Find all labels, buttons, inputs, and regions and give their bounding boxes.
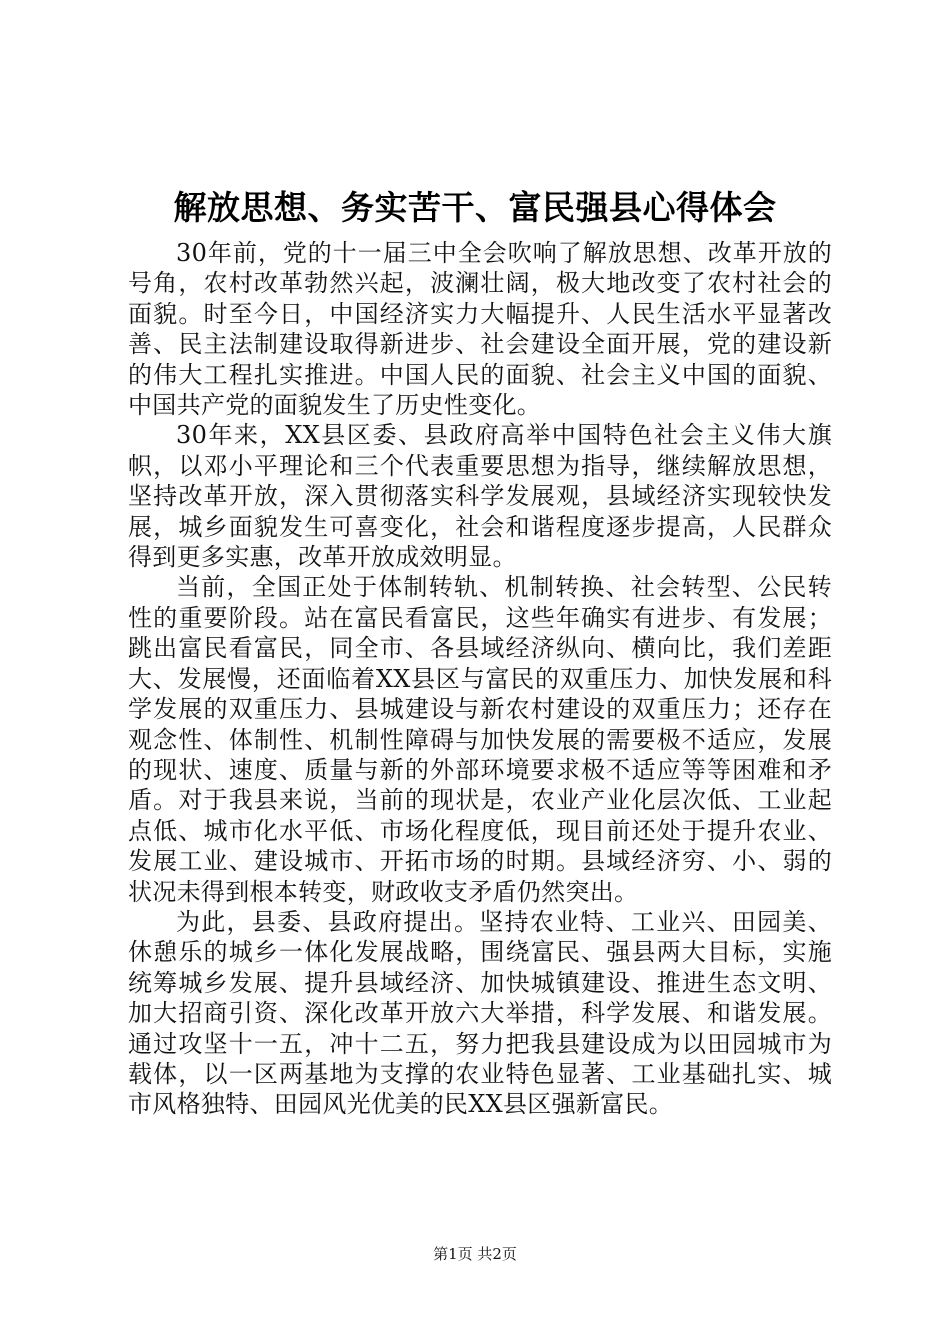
page-number-footer: 第1页 共2页 bbox=[433, 1245, 517, 1263]
paragraph-1: 30年前，党的十一届三中全会吹响了解放思想、改革开放的号角，农村改革勃然兴起，波澜壮阔，极大地改变了农村社会的面貌。时至今日，中国经济实力大幅提升、人民生活水平显著改善、民主法制建设取得新进步、社会建设全面开展，党的建设新的伟大工程扎实推进。中国人民的面貌、社会主义中国的面貌、中国共产党的面貌发生了历史性变化。 bbox=[128, 239, 832, 420]
document-body bbox=[128, 238, 832, 1120]
paragraph-4: 为此，县委、县政府提出。坚持农业特、工业兴、田园美、休憩乐的城乡一体化发展战略，围绕富民、强县两大目标，实施统筹城乡发展、提升县域经济、加快城镇建设、推进生态文明、加大招商引资、深化改革开放六大举措，科学发展、和谐发展。通过攻坚十一五，冲十二五，努力把我县建设成为以田园城市为载体，以一区两基地为支撑的农业特色显著、工业基础扎实、城市风格独特、田园风光优美的民XX县区强新富民。 bbox=[128, 907, 832, 1119]
document-title: 解放思想、务实苦干、富民强县心得体会 bbox=[173, 188, 777, 227]
paragraph-3: 当前，全国正处于体制转轨、机制转换、社会转型、公民转性的重要阶段。站在富民看富民，这些年确实有进步、有发展；跳出富民看富民，同全市、各县域经济纵向、横向比，我们差距大、发展慢，还面临着XX县区与富民的双重压力、加快发展和科学发展的双重压力、县城建设与新农村建设的双重压力；还存在观念性、体制性、机制性障碍与加快发展的需要极不适应，发展的现状、速度、质量与新的外部环境要求极不适应等等困难和矛盾。对于我县来说，当前的现状是，农业产业化层次低、工业起点低、城市化水平低、市场化程度低，现目前还处于提升农业、发展工业、建设城市、开拓市场的时期。县域经济穷、小、弱的状况未得到根本转变，财政收支矛盾仍然突出。 bbox=[128, 573, 832, 906]
paragraph-2: 30年来，XX县区委、县政府高举中国特色社会主义伟大旗帜，以邓小平理论和三个代表重要思想为指导，继续解放思想，坚持改革开放，深入贯彻落实科学发展观，县域经济实现较快发展，城乡面貌发生可喜变化，社会和谐程度逐步提高，人民群众得到更多实惠，改革开放成效明显。 bbox=[128, 421, 832, 572]
